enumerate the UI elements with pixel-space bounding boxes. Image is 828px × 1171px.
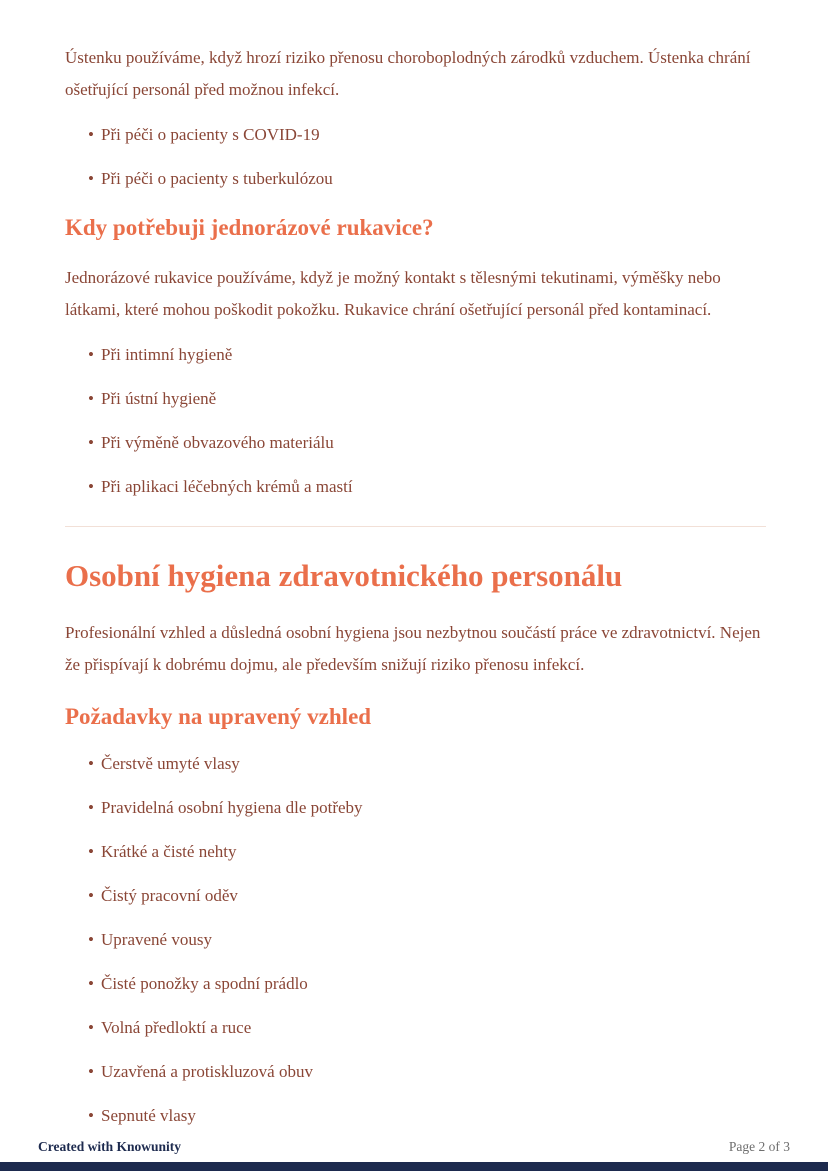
- list-item: • Pravidelná osobní hygiena dle potřeby: [88, 795, 766, 821]
- list-item: • Čerstvě umyté vlasy: [88, 751, 766, 777]
- appearance-requirements-list: [65, 751, 766, 1129]
- list-item: • Při výměně obvazového materiálu: [88, 430, 766, 456]
- list-item: • Čistý pracovní oděv: [88, 883, 766, 909]
- section-divider: [65, 526, 766, 527]
- mask-intro-paragraph: Ústenku používáme, když hrozí riziko přenosu choroboplodných zárodků vzduchem. Ústenka chrání ošetřující personál před možnou infekcí.: [65, 48, 751, 99]
- list-item: • Uzavřená a protiskluzová obuv: [88, 1059, 766, 1085]
- gloves-section-heading: Kdy potřebuji jednorázové rukavice?: [65, 215, 434, 240]
- mask-usage-list: [65, 122, 766, 192]
- bottom-accent-bar: [0, 1162, 828, 1171]
- list-item: • Čisté ponožky a spodní prádlo: [88, 971, 766, 997]
- created-with-label: Created with Knowunity: [38, 1139, 182, 1154]
- list-item: • Při péči o pacienty s COVID-19: [88, 122, 766, 148]
- appearance-section-heading: Požadavky na upravený vzhled: [65, 704, 372, 730]
- list-item: • Krátké a čisté nehty: [88, 839, 766, 865]
- page-footer: [0, 1139, 828, 1155]
- hygiene-paragraph: Profesionální vzhled a důsledná osobní hygiena jsou nezbytnou součástí práce ve zdravotnictví. Nejen že přispívají k dobrému dojmu, ale především snižují riziko přenosu infekcí.: [65, 623, 761, 675]
- hygiene-section-title: Osobní hygiena zdravotnického personálu: [65, 557, 623, 593]
- list-item: • Volná předloktí a ruce: [88, 1015, 766, 1041]
- page-number-label: Page 2 of 3: [728, 1139, 790, 1154]
- gloves-paragraph: Jednorázové rukavice používáme, když je možný kontakt s tělesnými tekutinami, výměšky nebo látkami, které mohou poškodit pokožku. Rukavice chrání ošetřující personál před kontaminací.: [65, 267, 721, 319]
- list-item: • Upravené vousy: [88, 927, 766, 953]
- list-item: • Při intimní hygieně: [88, 342, 766, 368]
- list-item: • Při péči o pacienty s tuberkulózou: [88, 166, 766, 192]
- list-item: • Při ústní hygieně: [88, 386, 766, 412]
- list-item: • Sepnuté vlasy: [88, 1103, 766, 1129]
- gloves-usage-list: [65, 342, 766, 500]
- list-item: • Při aplikaci léčebných krémů a mastí: [88, 474, 766, 500]
